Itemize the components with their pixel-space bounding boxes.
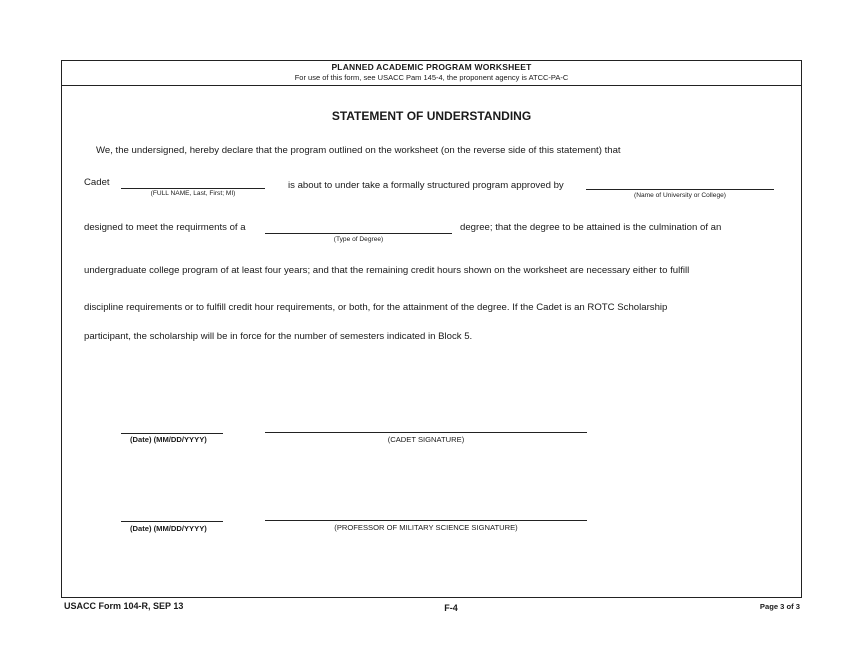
degree-type-caption: (Type of Degree) [333,236,384,243]
form-title: PLANNED ACADEMIC PROGRAM WORKSHEET [331,62,532,72]
approved-by-text: is about to under take a formally structured program approved by [288,180,564,191]
statement-title: STATEMENT OF UNDERSTANDING [331,109,532,123]
university-caption: (Name of University or College) [634,192,726,199]
designed-text: designed to meet the requirments of a [84,222,246,233]
pms-signature-field[interactable] [265,520,587,521]
form-frame [61,60,802,598]
form-number: USACC Form 104-R, SEP 13 [64,601,184,611]
cadet-signature-field[interactable] [265,432,587,433]
cadet-label: Cadet [84,177,110,188]
degree-type-field[interactable] [265,233,452,234]
page-number: Page 3 of 3 [759,602,800,611]
cadet-date-label: (Date) (MM/DD/YYYY) [130,435,207,444]
university-field[interactable] [586,189,774,190]
cadet-date-field[interactable] [121,433,223,434]
statement-line-6: participant, the scholarship will be in force for the number of semesters indicated in Block 5. [84,331,473,342]
statement-line-4: undergraduate college program of at least four years; and that the remaining credit hours shown on the worksheet are necessary either to fulfill [84,265,690,276]
cadet-signature-label: (CADET SIGNATURE) [387,435,465,444]
pms-signature-label: (PROFESSOR OF MILITARY SCIENCE SIGNATURE) [334,523,518,532]
intro-text: We, the undersigned, hereby declare that the program outlined on the worksheet (on the reverse side of this statement) that [96,145,621,156]
pms-date-field[interactable] [121,521,223,522]
degree-tail-text: degree; that the degree to be attained is the culmination of an [460,222,722,233]
statement-line-5: discipline requirements or to fulfill credit hour requirements, or both, for the attainment of the degree. If the Cadet is an ROTC Scholarship [84,302,668,313]
full-name-field[interactable] [121,188,265,189]
full-name-caption: (FULL NAME, Last, First; MI) [150,190,236,197]
pms-date-label: (Date) (MM/DD/YYYY) [130,524,207,533]
header-divider [61,85,802,86]
form-subtitle: For use of this form, see USACC Pam 145-4, the proponent agency is ATCC-PA-C [294,73,569,82]
page-code: F-4 [444,603,458,613]
